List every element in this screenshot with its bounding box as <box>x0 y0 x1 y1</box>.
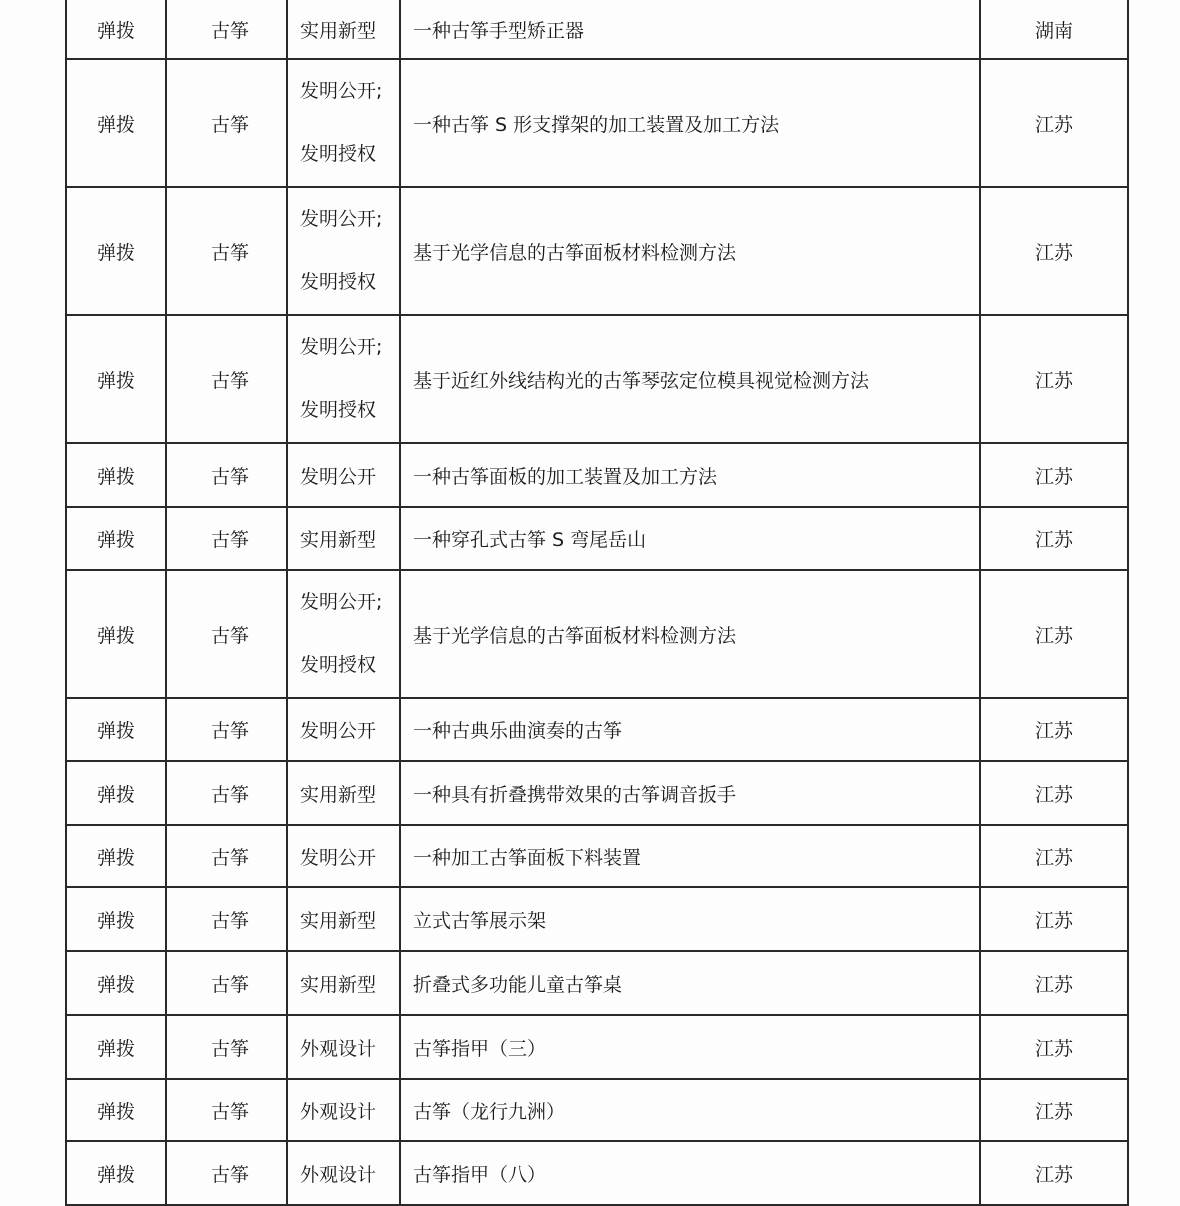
patent-type-line: 发明授权 <box>300 654 377 676</box>
region-cell: 江苏 <box>980 1141 1128 1205</box>
patent-title-cell: 一种古筝面板的加工装置及加工方法 <box>400 443 980 507</box>
table-row <box>66 507 1128 570</box>
category-cell: 弹拨 <box>66 887 166 951</box>
table-row <box>66 0 1128 59</box>
table-row <box>66 570 1128 698</box>
patent-type-line: 发明授权 <box>300 399 377 421</box>
table-row <box>66 1015 1128 1079</box>
patent-type-cell <box>287 951 400 1015</box>
category-cell: 弹拨 <box>66 187 166 315</box>
patent-type-line: 发明公开; <box>300 80 383 102</box>
patent-type-line: 外观设计 <box>300 1037 377 1060</box>
instrument-cell: 古筝 <box>166 507 287 570</box>
patent-type-line: 发明公开 <box>300 846 377 869</box>
region-cell: 江苏 <box>980 187 1128 315</box>
instrument-cell: 古筝 <box>166 570 287 698</box>
table-row <box>66 315 1128 443</box>
patent-type-cell <box>287 0 400 59</box>
patent-type-line: 实用新型 <box>300 529 377 551</box>
category-cell: 弹拨 <box>66 507 166 570</box>
region-cell: 湖南 <box>980 0 1128 59</box>
instrument-cell: 古筝 <box>166 0 287 59</box>
patent-type-line: 外观设计 <box>300 1163 377 1186</box>
patent-type-line: 发明授权 <box>300 271 377 293</box>
region-cell: 江苏 <box>980 59 1128 187</box>
table-row <box>66 951 1128 1015</box>
instrument-cell: 古筝 <box>166 1141 287 1205</box>
table-row <box>66 825 1128 887</box>
category-cell: 弹拨 <box>66 570 166 698</box>
region-cell: 江苏 <box>980 698 1128 761</box>
patent-title-cell: 基于光学信息的古筝面板材料检测方法 <box>400 187 980 315</box>
patent-title-cell: 一种具有折叠携带效果的古筝调音扳手 <box>400 761 980 825</box>
patent-type-cell <box>287 1079 400 1141</box>
patent-title-cell: 折叠式多功能儿童古筝桌 <box>400 951 980 1015</box>
patent-table <box>65 0 1129 1206</box>
patent-type-line: 发明公开; <box>300 336 383 358</box>
patent-title-cell: 一种古筝手型矫正器 <box>400 0 980 59</box>
instrument-cell: 古筝 <box>166 187 287 315</box>
patent-type-cell <box>287 507 400 570</box>
region-cell: 江苏 <box>980 825 1128 887</box>
table-row <box>66 59 1128 187</box>
patent-title-cell: 古筝（龙行九洲） <box>400 1079 980 1141</box>
region-cell: 江苏 <box>980 315 1128 443</box>
region-cell: 江苏 <box>980 570 1128 698</box>
instrument-cell: 古筝 <box>166 443 287 507</box>
patent-title-cell: 古筝指甲（八） <box>400 1141 980 1205</box>
patent-title-cell: 一种穿孔式古筝 S 弯尾岳山 <box>400 507 980 570</box>
patent-title-cell: 立式古筝展示架 <box>400 887 980 951</box>
patent-type-cell <box>287 59 400 187</box>
patent-title-cell: 一种古典乐曲演奏的古筝 <box>400 698 980 761</box>
instrument-cell: 古筝 <box>166 761 287 825</box>
patent-type-line: 外观设计 <box>300 1100 377 1123</box>
category-cell: 弹拨 <box>66 0 166 59</box>
category-cell: 弹拨 <box>66 1141 166 1205</box>
patent-type-line: 实用新型 <box>300 783 377 806</box>
category-cell: 弹拨 <box>66 761 166 825</box>
table-row <box>66 1141 1128 1205</box>
region-cell: 江苏 <box>980 887 1128 951</box>
patent-title-cell: 古筝指甲（三） <box>400 1015 980 1079</box>
patent-type-cell <box>287 698 400 761</box>
patent-type-cell <box>287 1015 400 1079</box>
category-cell: 弹拨 <box>66 951 166 1015</box>
instrument-cell: 古筝 <box>166 1079 287 1141</box>
patent-type-line: 发明公开; <box>300 591 383 613</box>
patent-type-line: 发明公开; <box>300 208 383 230</box>
instrument-cell: 古筝 <box>166 825 287 887</box>
patent-type-cell <box>287 887 400 951</box>
region-cell: 江苏 <box>980 761 1128 825</box>
table-row <box>66 187 1128 315</box>
category-cell: 弹拨 <box>66 59 166 187</box>
instrument-cell: 古筝 <box>166 315 287 443</box>
patent-type-line: 实用新型 <box>300 973 377 996</box>
patent-type-line: 实用新型 <box>300 19 377 42</box>
patent-type-cell <box>287 187 400 315</box>
region-cell: 江苏 <box>980 507 1128 570</box>
region-cell: 江苏 <box>980 1079 1128 1141</box>
category-cell: 弹拨 <box>66 1015 166 1079</box>
patent-type-line: 发明公开 <box>300 720 377 742</box>
patent-type-cell <box>287 315 400 443</box>
patent-title-cell: 基于光学信息的古筝面板材料检测方法 <box>400 570 980 698</box>
patent-type-line: 实用新型 <box>300 909 377 932</box>
category-cell: 弹拨 <box>66 698 166 761</box>
category-cell: 弹拨 <box>66 825 166 887</box>
patent-title-cell: 一种古筝 S 形支撑架的加工装置及加工方法 <box>400 59 980 187</box>
patent-title-cell: 基于近红外线结构光的古筝琴弦定位模具视觉检测方法 <box>400 315 980 443</box>
patent-type-cell <box>287 761 400 825</box>
patent-type-cell <box>287 443 400 507</box>
region-cell: 江苏 <box>980 443 1128 507</box>
category-cell: 弹拨 <box>66 315 166 443</box>
patent-type-cell <box>287 825 400 887</box>
patent-type-cell <box>287 570 400 698</box>
region-cell: 江苏 <box>980 1015 1128 1079</box>
patent-type-cell <box>287 1141 400 1205</box>
category-cell: 弹拨 <box>66 443 166 507</box>
instrument-cell: 古筝 <box>166 951 287 1015</box>
table-row <box>66 443 1128 507</box>
instrument-cell: 古筝 <box>166 59 287 187</box>
category-cell: 弹拨 <box>66 1079 166 1141</box>
table-row <box>66 1079 1128 1141</box>
patent-type-line: 发明授权 <box>300 143 377 165</box>
table-row <box>66 698 1128 761</box>
instrument-cell: 古筝 <box>166 698 287 761</box>
instrument-cell: 古筝 <box>166 887 287 951</box>
table-row <box>66 761 1128 825</box>
patent-type-line: 发明公开 <box>300 465 377 488</box>
patent-title-cell: 一种加工古筝面板下料装置 <box>400 825 980 887</box>
region-cell: 江苏 <box>980 951 1128 1015</box>
table-row <box>66 887 1128 951</box>
instrument-cell: 古筝 <box>166 1015 287 1079</box>
